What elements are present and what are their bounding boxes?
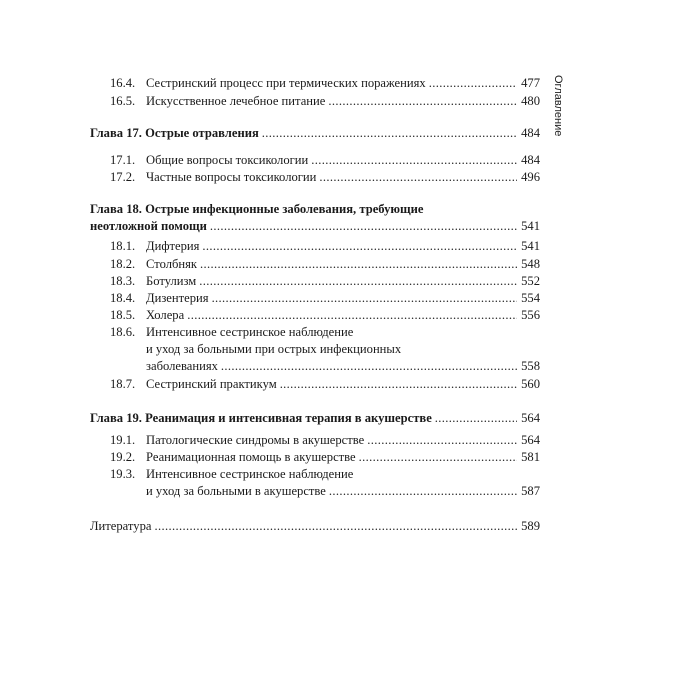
entry-title: Искусственное лечебное питание — [146, 94, 326, 108]
entry-title: Реанимационная помощь в акушерстве — [146, 450, 356, 464]
entry-number: 19.2. — [110, 450, 136, 464]
leader-dots — [187, 307, 517, 323]
entry-title-line1: Интенсивное сестринское наблюдение — [146, 325, 354, 339]
entry-title: Столбняк — [146, 257, 198, 271]
entry-title: Патологические синдромы в акушерстве — [146, 433, 365, 447]
entry-title: Частные вопросы токсикологии — [146, 170, 317, 184]
toc-entry[interactable] — [110, 449, 540, 465]
entry-title: Сестринский практикум — [146, 377, 277, 391]
leader-dots — [429, 75, 517, 91]
entry-title-line2: и уход за больными при острых инфекционных — [146, 342, 402, 356]
toc-entry[interactable] — [110, 152, 540, 168]
entry-number: 18.4. — [110, 291, 136, 305]
leader-dots — [435, 410, 517, 426]
entry-page: 484 — [521, 126, 540, 140]
entry-page: 541 — [521, 239, 540, 253]
toc-chapter[interactable] — [90, 125, 540, 141]
entry-page: 496 — [521, 170, 540, 184]
leader-dots — [221, 358, 517, 374]
toc-entry[interactable] — [110, 75, 540, 91]
leader-dots — [319, 169, 517, 185]
entry-number: 18.1. — [110, 239, 136, 253]
chapter-title: Глава 17. Острые отравления — [90, 126, 259, 140]
chapter-title: Глава 19. Реанимация и интенсивная терапия в акушерстве — [90, 411, 432, 425]
chapter-title-line1: Глава 18. Острые инфекционные заболевания, требующие — [90, 202, 424, 216]
toc-entry[interactable] — [110, 290, 540, 306]
entry-number: 18.5. — [110, 308, 136, 322]
entry-title: Сестринский процесс при термических поражениях — [146, 76, 426, 90]
entry-page: 564 — [521, 411, 540, 425]
entry-page: 581 — [521, 450, 540, 464]
leader-dots — [210, 218, 517, 234]
leader-dots — [329, 483, 517, 499]
toc-entry[interactable] — [110, 273, 540, 289]
toc-chapter[interactable] — [90, 218, 540, 234]
entry-number: 16.5. — [110, 94, 136, 108]
toc-entry-multiline[interactable] — [110, 466, 540, 482]
entry-title: заболеваниях — [146, 359, 218, 373]
entry-title: и уход за больными в акушерстве — [146, 484, 326, 498]
running-header-side: Оглавление — [552, 75, 564, 137]
toc-entry[interactable] — [110, 376, 540, 392]
entry-number: 17.1. — [110, 153, 136, 167]
toc-entry[interactable] — [110, 307, 540, 323]
entry-number: 16.4. — [110, 76, 136, 90]
toc-entry[interactable] — [110, 256, 540, 272]
entry-page: 558 — [521, 359, 540, 373]
entry-number: 18.2. — [110, 257, 136, 271]
toc-references[interactable] — [90, 518, 540, 534]
entry-page: 552 — [521, 274, 540, 288]
toc-entry-multiline[interactable] — [110, 324, 540, 340]
toc-entry[interactable] — [110, 238, 540, 254]
entry-title: Холера — [146, 308, 185, 322]
entry-page: 556 — [521, 308, 540, 322]
entry-page: 589 — [521, 519, 540, 533]
chapter-title: неотложной помощи — [90, 219, 207, 233]
entry-page: 560 — [521, 377, 540, 391]
leader-dots — [262, 125, 517, 141]
entry-page: 480 — [521, 94, 540, 108]
toc-entry[interactable] — [110, 432, 540, 448]
leader-dots — [311, 152, 517, 168]
entry-title: Общие вопросы токсикологии — [146, 153, 309, 167]
toc-entry-last-line[interactable] — [146, 483, 540, 499]
leader-dots — [200, 256, 517, 272]
entry-title: Дифтерия — [146, 239, 200, 253]
entry-page: 477 — [521, 76, 540, 90]
entry-page: 541 — [521, 219, 540, 233]
entry-number: 19.3. — [110, 467, 136, 481]
leader-dots — [154, 518, 517, 534]
leader-dots — [328, 93, 517, 109]
entry-page: 548 — [521, 257, 540, 271]
entry-number: 17.2. — [110, 170, 136, 184]
entry-number: 19.1. — [110, 433, 136, 447]
toc-entry[interactable] — [110, 169, 540, 185]
toc-chapter[interactable] — [90, 410, 540, 426]
entry-page: 554 — [521, 291, 540, 305]
entry-page: 587 — [521, 484, 540, 498]
leader-dots — [202, 238, 517, 254]
entry-title: Ботулизм — [146, 274, 197, 288]
entry-page: 564 — [521, 433, 540, 447]
toc-entry-last-line[interactable] — [146, 358, 540, 374]
entry-number: 18.3. — [110, 274, 136, 288]
leader-dots — [359, 449, 517, 465]
entry-page: 484 — [521, 153, 540, 167]
leader-dots — [212, 290, 517, 306]
entry-number: 18.7. — [110, 377, 136, 391]
entry-number: 18.6. — [110, 325, 136, 339]
toc-entry[interactable] — [110, 93, 540, 109]
leader-dots — [367, 432, 517, 448]
references-title: Литература — [90, 519, 152, 533]
leader-dots — [199, 273, 517, 289]
entry-title: Дизентерия — [146, 291, 209, 305]
leader-dots — [280, 376, 517, 392]
entry-title-line1: Интенсивное сестринское наблюдение — [146, 467, 354, 481]
